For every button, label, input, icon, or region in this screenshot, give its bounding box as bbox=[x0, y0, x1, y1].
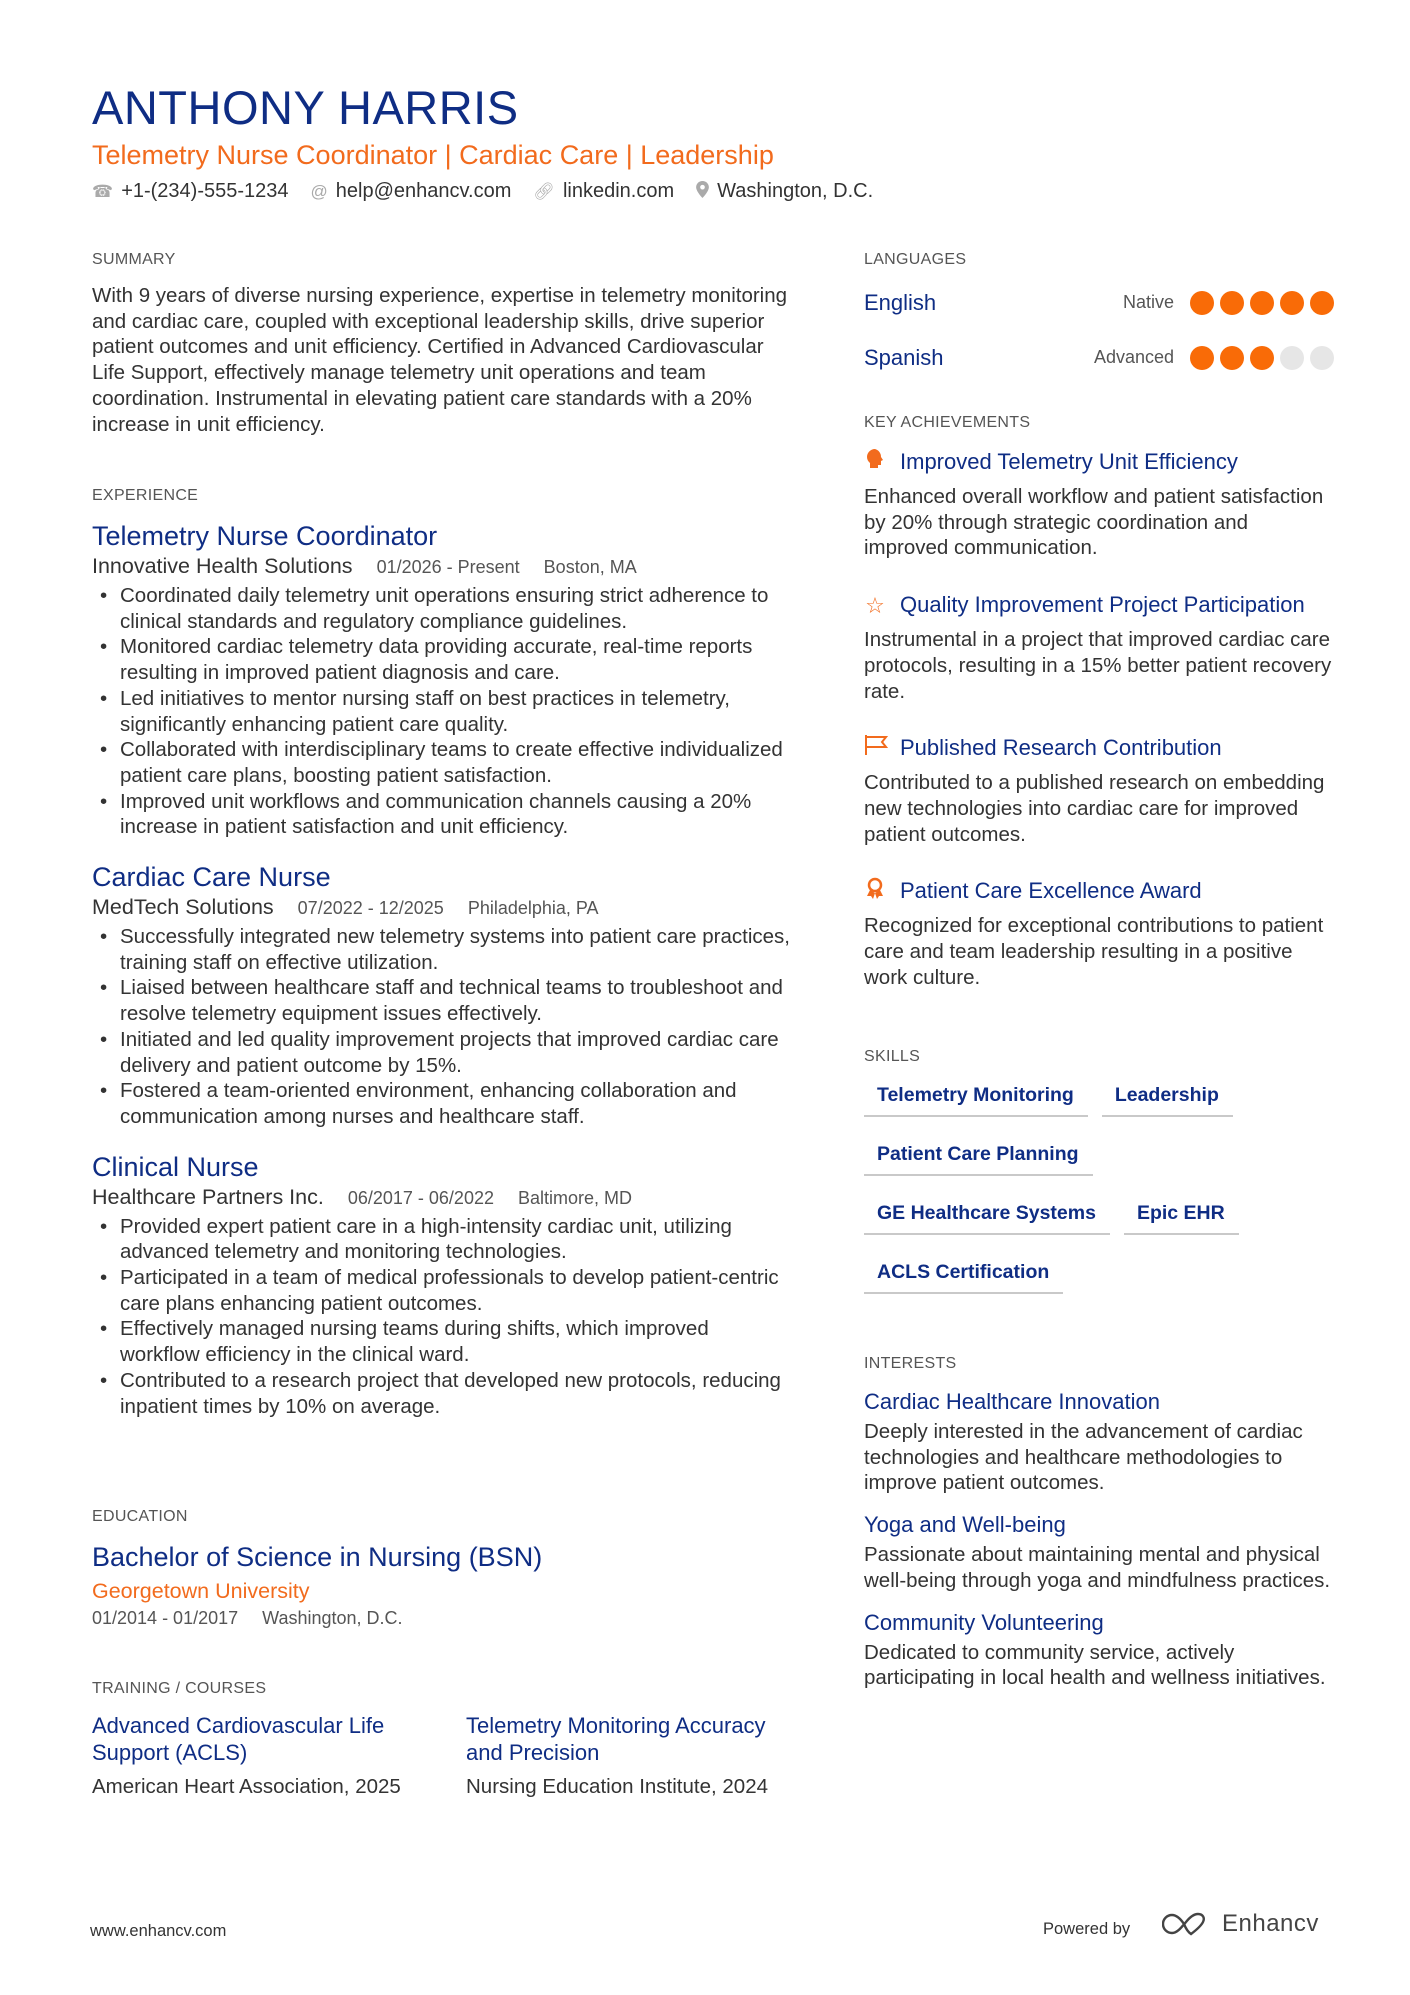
candidate-name: ANTHONY HARRIS bbox=[92, 81, 519, 134]
contact-email[interactable] bbox=[311, 180, 512, 203]
job-title: Clinical Nurse bbox=[92, 1151, 259, 1182]
course-title: Telemetry Monitoring Accuracy and Precision bbox=[466, 1713, 766, 1765]
interest-item bbox=[864, 1512, 1334, 1593]
company: Innovative Health Solutions bbox=[92, 554, 353, 578]
experience-section bbox=[92, 487, 792, 1419]
filled-dot bbox=[1250, 291, 1274, 315]
location-pin-icon bbox=[696, 181, 709, 203]
location: Philadelphia, PA bbox=[467, 898, 599, 919]
bullet: • Contributed to a research project that developed new protocols, reducing inpatient times by 10% on average. bbox=[92, 1368, 792, 1419]
dates: 01/2014 - 01/2017 bbox=[92, 1608, 239, 1628]
interest-title: Community Volunteering bbox=[864, 1609, 1104, 1635]
filled-dot bbox=[1310, 291, 1334, 315]
achievement-text: Instrumental in a project that improved cardiac care protocols, resulting in a 15% better patient recovery rate. bbox=[864, 628, 1332, 703]
section-label: TRAINING / COURSES bbox=[92, 1680, 267, 1697]
training-list bbox=[92, 1712, 792, 1800]
contact-phone bbox=[92, 180, 289, 203]
job-title: Cardiac Care Nurse bbox=[92, 862, 331, 893]
skills-list bbox=[864, 1084, 1334, 1294]
achievement-title: Published Research Contribution bbox=[900, 735, 1222, 761]
section-label: SKILLS bbox=[864, 1048, 921, 1065]
language-level: Native bbox=[1122, 292, 1174, 312]
brand-name: Enhancv bbox=[1222, 1910, 1319, 1937]
proficiency-dots bbox=[1190, 346, 1334, 370]
achievement-text: Contributed to a published research on embedding new technologies into cardiac care for improved patient outcomes. bbox=[864, 771, 1325, 846]
location: Boston, MA bbox=[543, 557, 637, 577]
headline: Telemetry Nurse Coordinator | Cardiac Care | Leadership bbox=[92, 140, 774, 170]
job-entry bbox=[92, 521, 792, 840]
phone-text: +1-(234)-555-1234 bbox=[121, 180, 289, 202]
empty-dot bbox=[1280, 346, 1304, 370]
training-item bbox=[466, 1712, 780, 1800]
dates: 06/2017 - 06/2022 bbox=[347, 1187, 494, 1208]
interest-title: Cardiac Healthcare Innovation bbox=[864, 1389, 1160, 1414]
bullet: • Provided expert patient care in a high-intensity cardiac unit, utilizing advanced telemetry and monitoring technologies. bbox=[92, 1214, 792, 1265]
interest-item bbox=[864, 1610, 1334, 1691]
summary-section bbox=[92, 251, 792, 437]
enhancv-logo[interactable] bbox=[1162, 1910, 1319, 1938]
email-text[interactable]: help@enhancv.com bbox=[335, 180, 512, 202]
location: Washington, D.C. bbox=[262, 1608, 403, 1628]
language-item bbox=[864, 275, 1334, 330]
course-title: Advanced Cardiovascular Life Support (ACLS) bbox=[92, 1713, 385, 1765]
languages-section bbox=[864, 251, 1334, 385]
bullet: • Collaborated with interdisciplinary teams to create effective individualized patient care plans, boosting patient satisfaction. bbox=[92, 737, 792, 788]
course-detail: Nursing Education Institute, 2024 bbox=[466, 1775, 768, 1798]
bullet: • Coordinated daily telemetry unit operations ensuring strict adherence to clinical standards and regulatory compliance guidelines. bbox=[92, 583, 792, 634]
location-text: Washington, D.C. bbox=[717, 180, 874, 202]
bullet: • Improved unit workflows and communication channels causing a 20% increase in patient satisfaction and unit efficiency. bbox=[92, 789, 792, 840]
interest-title: Yoga and Well-being bbox=[864, 1512, 1066, 1538]
location: Baltimore, MD bbox=[517, 1187, 633, 1208]
achievement-item bbox=[864, 448, 1334, 561]
lightbulb-head-icon bbox=[864, 448, 886, 478]
flag-icon bbox=[864, 734, 886, 764]
achievement-title: Patient Care Excellence Award bbox=[900, 878, 1202, 904]
company: Healthcare Partners Inc. bbox=[92, 1184, 324, 1209]
job-entry bbox=[92, 1152, 792, 1420]
proficiency-dots bbox=[1190, 291, 1334, 315]
interest-text: Deeply interested in the advancement of cardiac technologies and healthcare methodologies to improve patient outcomes. bbox=[864, 1420, 1303, 1495]
bullet: • Initiated and led quality improvement projects that improved cardiac care delivery and patient outcome by 15%. bbox=[92, 1027, 792, 1078]
filled-dot bbox=[1250, 346, 1274, 370]
filled-dot bbox=[1190, 291, 1214, 315]
language-level: Advanced bbox=[1093, 347, 1174, 367]
achievement-title: Quality Improvement Project Participation bbox=[900, 592, 1305, 618]
job-bullets bbox=[92, 1214, 792, 1420]
interest-item bbox=[864, 1389, 1334, 1496]
achievement-item bbox=[864, 877, 1334, 990]
contact-location bbox=[696, 180, 873, 203]
achievement-item bbox=[864, 591, 1334, 704]
language-name: English bbox=[864, 289, 937, 315]
filled-dot bbox=[1280, 291, 1304, 315]
section-label: EXPERIENCE bbox=[92, 487, 199, 504]
job-meta bbox=[92, 895, 792, 920]
company: MedTech Solutions bbox=[92, 895, 274, 920]
interest-text: Dedicated to community service, actively participating in local health and wellness initiatives. bbox=[864, 1640, 1326, 1690]
filled-dot bbox=[1220, 346, 1244, 370]
training-item bbox=[92, 1712, 406, 1800]
skill-tag: GE Healthcare Systems bbox=[864, 1202, 1110, 1235]
achievements-section bbox=[864, 414, 1334, 990]
link-icon: 🔗︎ bbox=[533, 181, 555, 201]
section-label: EDUCATION bbox=[92, 1508, 188, 1525]
dates: 07/2022 - 12/2025 bbox=[297, 898, 444, 919]
bullet: • Fostered a team-oriented environment, enhancing collaboration and communication among nurses and healthcare staff. bbox=[92, 1078, 792, 1129]
section-label: LANGUAGES bbox=[864, 251, 967, 268]
bullet: • Participated in a team of medical professionals to develop patient-centric care plans enhancing patient outcomes. bbox=[92, 1265, 792, 1316]
interest-text: Passionate about maintaining mental and physical well-being through yoga and mindfulness practices. bbox=[864, 1543, 1331, 1592]
skill-tag: ACLS Certification bbox=[864, 1261, 1063, 1294]
course-detail: American Heart Association, 2025 bbox=[92, 1775, 401, 1798]
bullet: • Successfully integrated new telemetry systems into patient care practices, training staff on effective utilization. bbox=[92, 924, 792, 975]
bullet: • Liaised between healthcare staff and technical teams to troubleshoot and resolve telemetry equipment issues effectively. bbox=[92, 975, 792, 1026]
job-meta bbox=[92, 554, 792, 579]
dates: 01/2026 - Present bbox=[376, 557, 520, 577]
skill-tag: Leadership bbox=[1102, 1084, 1233, 1117]
skill-tag: Patient Care Planning bbox=[864, 1143, 1093, 1176]
job-entry bbox=[92, 862, 792, 1130]
training-section bbox=[92, 1680, 792, 1800]
powered-by-label: Powered by bbox=[1043, 1920, 1131, 1938]
achievement-text: Enhanced overall workflow and patient satisfaction by 20% through strategic coordination and improved communication. bbox=[864, 485, 1324, 560]
language-item bbox=[864, 330, 1334, 385]
section-label: KEY ACHIEVEMENTS bbox=[864, 414, 1031, 431]
job-bullets bbox=[92, 924, 792, 1130]
degree: Bachelor of Science in Nursing (BSN) bbox=[92, 1542, 543, 1572]
job-bullets bbox=[92, 583, 792, 840]
skill-tag: Epic EHR bbox=[1124, 1202, 1239, 1235]
contact-linkedin[interactable] bbox=[533, 180, 674, 203]
star-icon: ☆ bbox=[865, 593, 885, 619]
achievement-item bbox=[864, 734, 1334, 847]
achievement-text: Recognized for exceptional contributions to patient care and team leadership resulting in a positive work culture. bbox=[864, 914, 1324, 989]
infinity-heart-icon bbox=[1162, 1911, 1210, 1937]
school: Georgetown University bbox=[92, 1579, 310, 1603]
skills-section bbox=[864, 1048, 1334, 1294]
contact-bar bbox=[92, 180, 873, 203]
linkedin-text[interactable]: linkedin.com bbox=[562, 180, 675, 202]
education-section bbox=[92, 1508, 792, 1629]
footer-url[interactable]: www.enhancv.com bbox=[90, 1922, 227, 1940]
language-name: Spanish bbox=[864, 344, 944, 370]
skill-tag: Telemetry Monitoring bbox=[864, 1084, 1088, 1117]
empty-dot bbox=[1310, 346, 1334, 370]
bullet: • Led initiatives to mentor nursing staff on best practices in telemetry, significantly enhancing patient care quality. bbox=[92, 686, 792, 737]
bullet: • Monitored cardiac telemetry data providing accurate, real-time reports resulting in improved patient diagnosis and care. bbox=[92, 634, 792, 685]
education-meta bbox=[92, 1608, 792, 1629]
at-icon: @ bbox=[310, 181, 328, 201]
summary-text: With 9 years of diverse nursing experience, expertise in telemetry monitoring and cardiac care, coupled with exceptional leadership skills, drive superior patient outcomes and unit efficiency. Certified in Advanced Cardiovascular Life Support, effectively manage telemetry unit operations and team coordination. Instrumental in elevating patient care standards with a 20% increase in unit efficiency. bbox=[92, 284, 788, 436]
section-label: INTERESTS bbox=[864, 1355, 957, 1372]
phone-icon: ☎ bbox=[92, 181, 114, 201]
job-meta bbox=[92, 1185, 792, 1210]
achievement-title: Improved Telemetry Unit Efficiency bbox=[900, 449, 1238, 474]
interests-section bbox=[864, 1355, 1334, 1691]
filled-dot bbox=[1220, 291, 1244, 315]
award-ribbon-icon bbox=[864, 877, 886, 907]
job-title: Telemetry Nurse Coordinator bbox=[92, 521, 438, 551]
bullet: • Effectively managed nursing teams during shifts, which improved workflow efficiency in the clinical ward. bbox=[92, 1316, 792, 1367]
section-label: SUMMARY bbox=[92, 251, 176, 268]
filled-dot bbox=[1190, 346, 1214, 370]
